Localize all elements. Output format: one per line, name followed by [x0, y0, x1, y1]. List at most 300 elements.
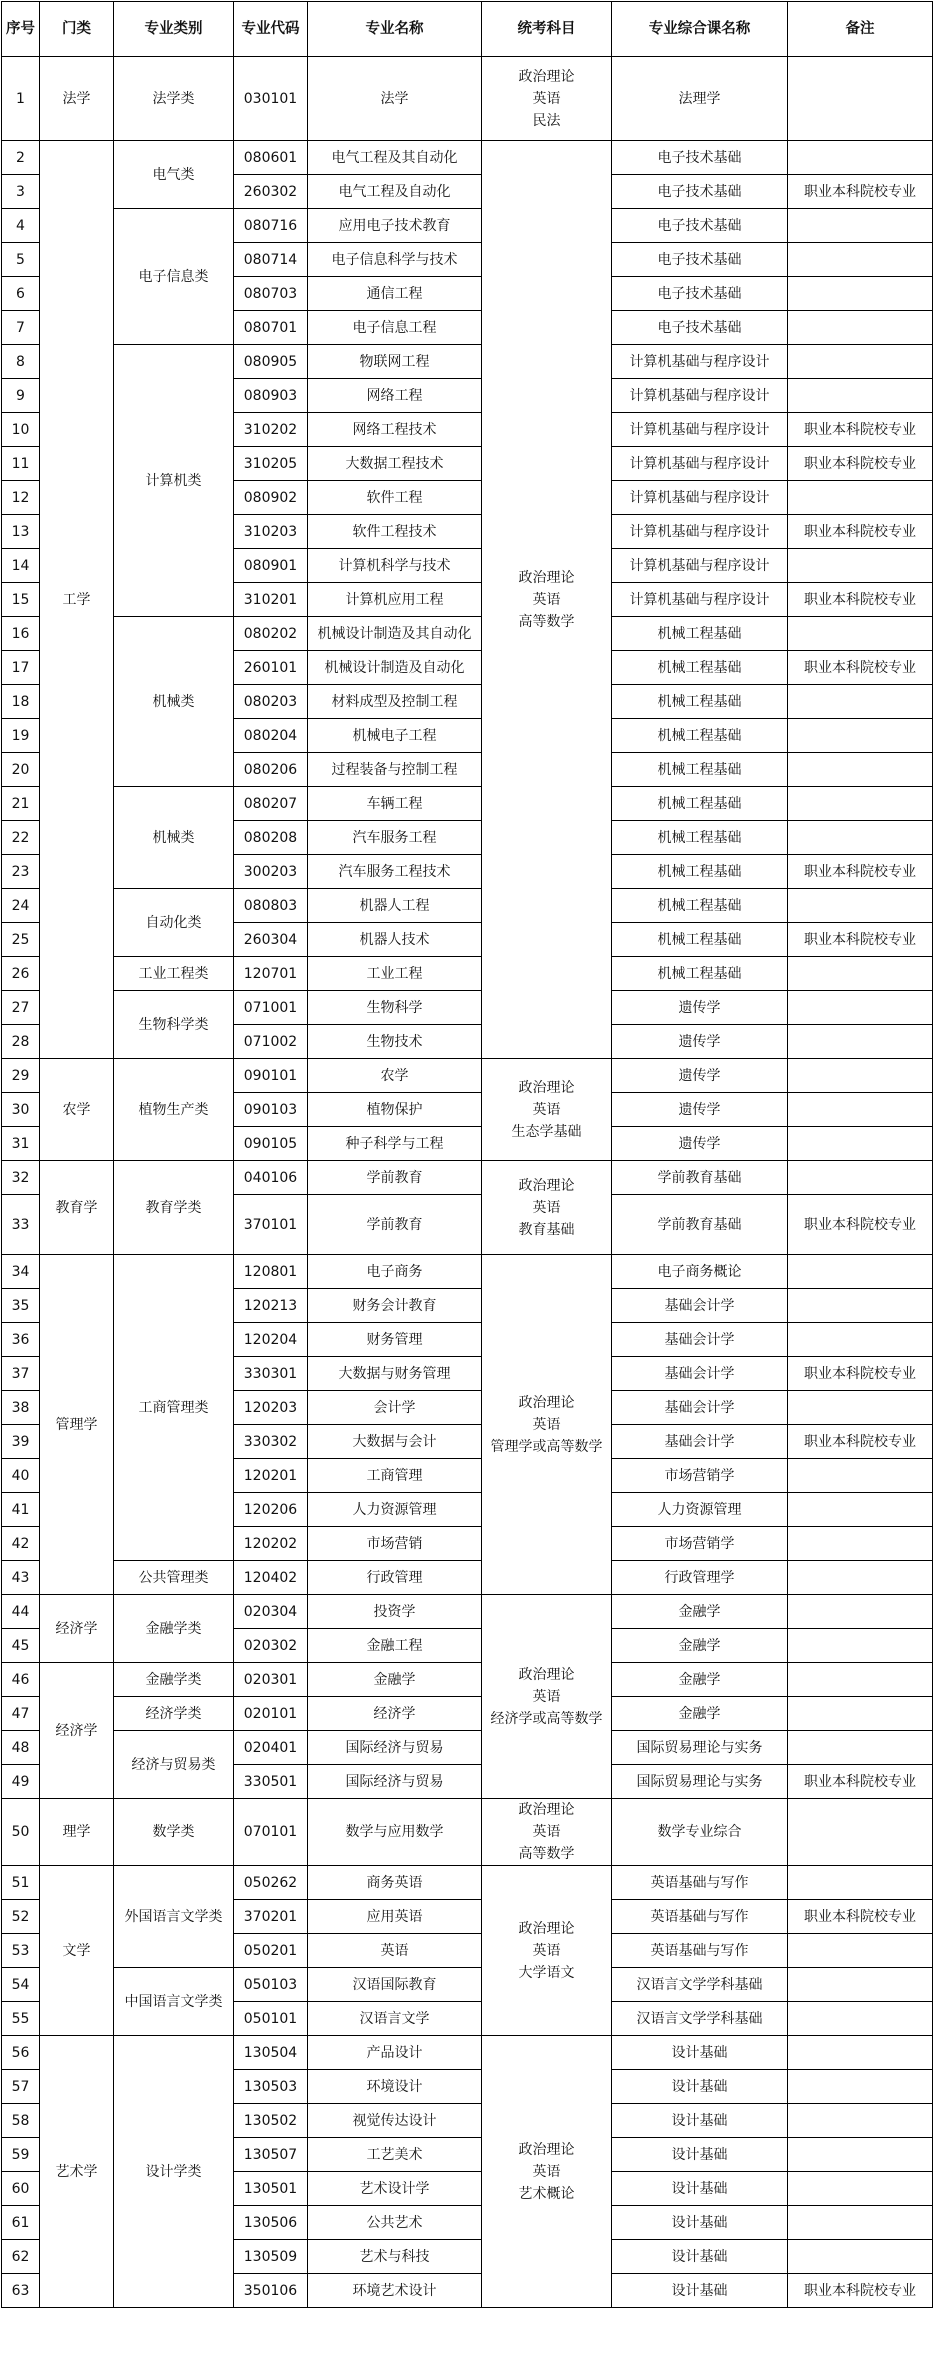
- course-name: 设计基础: [612, 2274, 788, 2308]
- category-cell: 经济与贸易类: [114, 1731, 234, 1799]
- row-number: 31: [2, 1127, 40, 1161]
- course-name: 计算机基础与程序设计: [612, 345, 788, 379]
- category-cell: 法学类: [114, 57, 234, 141]
- discipline-cell: 艺术学: [40, 2036, 114, 2308]
- row-number: 26: [2, 957, 40, 991]
- major-name: 计算机科学与技术: [308, 549, 482, 583]
- exam-subject: 政治理论: [518, 1394, 575, 1411]
- major-name: 过程装备与控制工程: [308, 753, 482, 787]
- major-name: 电气工程及其自动化: [308, 141, 482, 175]
- major-name: 电气工程及自动化: [308, 175, 482, 209]
- note-cell: [788, 1595, 933, 1629]
- exam-subject: 政治理论: [518, 2141, 575, 2158]
- major-name: 计算机应用工程: [308, 583, 482, 617]
- major-code: 370101: [234, 1195, 308, 1255]
- row-number: 38: [2, 1391, 40, 1425]
- exam-subject: 政治理论: [518, 1920, 575, 1937]
- row-number: 62: [2, 2240, 40, 2274]
- note-cell: [788, 2172, 933, 2206]
- major-code: 080901: [234, 549, 308, 583]
- col-header-no: 序号: [2, 2, 40, 57]
- course-name: 遗传学: [612, 1025, 788, 1059]
- table-row: [2, 787, 933, 821]
- course-name: 电子技术基础: [612, 209, 788, 243]
- row-number: 30: [2, 1093, 40, 1127]
- exam-subject: 大学语文: [518, 1964, 575, 1981]
- course-name: 遗传学: [612, 1059, 788, 1093]
- course-name: 设计基础: [612, 2138, 788, 2172]
- table-row: [2, 617, 933, 651]
- note-cell: [788, 719, 933, 753]
- row-number: 1: [2, 57, 40, 141]
- major-name: 生物技术: [308, 1025, 482, 1059]
- note-cell: [788, 1255, 933, 1289]
- note-cell: 职业本科院校专业: [788, 651, 933, 685]
- major-code: 020401: [234, 1731, 308, 1765]
- exam-subject: 英语: [532, 1101, 561, 1118]
- note-cell: [788, 549, 933, 583]
- major-name: 机械电子工程: [308, 719, 482, 753]
- row-number: 25: [2, 923, 40, 957]
- major-code: 330301: [234, 1357, 308, 1391]
- row-number: 50: [2, 1799, 40, 1866]
- major-name: 数学与应用数学: [308, 1799, 482, 1866]
- note-cell: [788, 617, 933, 651]
- row-number: 29: [2, 1059, 40, 1093]
- note-cell: [788, 57, 933, 141]
- row-number: 2: [2, 141, 40, 175]
- major-name: 学前教育: [308, 1195, 482, 1255]
- exam-subject: 英语: [532, 1688, 561, 1705]
- exam-subject: 英语: [532, 591, 561, 608]
- major-code: 120402: [234, 1561, 308, 1595]
- major-code: 020302: [234, 1629, 308, 1663]
- note-cell: [788, 2002, 933, 2036]
- exam-subjects-cell: [482, 1799, 612, 1866]
- note-cell: [788, 1799, 933, 1866]
- major-name: 金融学: [308, 1663, 482, 1697]
- note-cell: 职业本科院校专业: [788, 1425, 933, 1459]
- major-code: 090103: [234, 1093, 308, 1127]
- major-code: 080206: [234, 753, 308, 787]
- major-name: 通信工程: [308, 277, 482, 311]
- table-row: [2, 1697, 933, 1731]
- major-name: 机器人工程: [308, 889, 482, 923]
- note-cell: [788, 787, 933, 821]
- course-name: 机械工程基础: [612, 787, 788, 821]
- major-name: 艺术设计学: [308, 2172, 482, 2206]
- major-name: 国际经济与贸易: [308, 1765, 482, 1799]
- note-cell: 职业本科院校专业: [788, 583, 933, 617]
- discipline-cell: 文学: [40, 1866, 114, 2036]
- note-cell: [788, 277, 933, 311]
- table-row: [2, 1595, 933, 1629]
- exam-subjects-cell: [482, 1866, 612, 2036]
- exam-subject: 英语: [532, 1199, 561, 1216]
- major-code: 260302: [234, 175, 308, 209]
- note-cell: 职业本科院校专业: [788, 1357, 933, 1391]
- course-name: 电子技术基础: [612, 175, 788, 209]
- course-name: 计算机基础与程序设计: [612, 549, 788, 583]
- col-header-course: 专业综合课名称: [612, 2, 788, 57]
- row-number: 43: [2, 1561, 40, 1595]
- note-cell: [788, 1323, 933, 1357]
- major-code: 130502: [234, 2104, 308, 2138]
- major-code: 071002: [234, 1025, 308, 1059]
- category-cell: 教育学类: [114, 1161, 234, 1255]
- header-row: [2, 2, 933, 57]
- course-name: 基础会计学: [612, 1323, 788, 1357]
- course-name: 基础会计学: [612, 1391, 788, 1425]
- row-number: 54: [2, 1968, 40, 2002]
- note-cell: [788, 1289, 933, 1323]
- table-row: [2, 209, 933, 243]
- major-name: 软件工程技术: [308, 515, 482, 549]
- course-name: 国际贸易理论与实务: [612, 1765, 788, 1799]
- exam-subject: 英语: [532, 1824, 561, 1840]
- major-code: 130507: [234, 2138, 308, 2172]
- course-name: 汉语言文学学科基础: [612, 1968, 788, 2002]
- course-name: 设计基础: [612, 2206, 788, 2240]
- major-name: 法学: [308, 57, 482, 141]
- course-name: 金融学: [612, 1697, 788, 1731]
- major-code: 120202: [234, 1527, 308, 1561]
- major-code: 080902: [234, 481, 308, 515]
- row-number: 23: [2, 855, 40, 889]
- course-name: 金融学: [612, 1663, 788, 1697]
- row-number: 55: [2, 2002, 40, 2036]
- course-name: 基础会计学: [612, 1289, 788, 1323]
- course-name: 机械工程基础: [612, 651, 788, 685]
- major-name: 视觉传达设计: [308, 2104, 482, 2138]
- category-cell: 金融学类: [114, 1595, 234, 1663]
- category-cell: 经济学类: [114, 1697, 234, 1731]
- note-cell: [788, 2104, 933, 2138]
- major-name: 大数据工程技术: [308, 447, 482, 481]
- course-name: 市场营销学: [612, 1527, 788, 1561]
- note-cell: 职业本科院校专业: [788, 447, 933, 481]
- row-number: 3: [2, 175, 40, 209]
- note-cell: [788, 1629, 933, 1663]
- category-cell: 计算机类: [114, 345, 234, 617]
- major-code: 080703: [234, 277, 308, 311]
- row-number: 17: [2, 651, 40, 685]
- major-name: 工商管理: [308, 1459, 482, 1493]
- major-code: 130509: [234, 2240, 308, 2274]
- course-name: 行政管理学: [612, 1561, 788, 1595]
- row-number: 37: [2, 1357, 40, 1391]
- category-cell: 自动化类: [114, 889, 234, 957]
- major-code: 020304: [234, 1595, 308, 1629]
- major-name: 学前教育: [308, 1161, 482, 1195]
- major-name: 材料成型及控制工程: [308, 685, 482, 719]
- row-number: 60: [2, 2172, 40, 2206]
- note-cell: [788, 481, 933, 515]
- note-cell: [788, 957, 933, 991]
- row-number: 40: [2, 1459, 40, 1493]
- course-name: 机械工程基础: [612, 957, 788, 991]
- exam-subjects-cell: [482, 141, 612, 1059]
- row-number: 11: [2, 447, 40, 481]
- course-name: 汉语言文学学科基础: [612, 2002, 788, 2036]
- table-row: [2, 1731, 933, 1765]
- exam-subject: 艺术概论: [518, 2185, 575, 2202]
- note-cell: [788, 243, 933, 277]
- exam-subject: 英语: [532, 90, 561, 107]
- row-number: 32: [2, 1161, 40, 1195]
- category-cell: 金融学类: [114, 1663, 234, 1697]
- col-header-discipline: 门类: [40, 2, 114, 57]
- course-name: 遗传学: [612, 1127, 788, 1161]
- major-name: 网络工程: [308, 379, 482, 413]
- major-name: 植物保护: [308, 1093, 482, 1127]
- row-number: 56: [2, 2036, 40, 2070]
- note-cell: [788, 1968, 933, 2002]
- course-name: 电子技术基础: [612, 311, 788, 345]
- major-name: 金融工程: [308, 1629, 482, 1663]
- major-code: 260304: [234, 923, 308, 957]
- course-name: 机械工程基础: [612, 855, 788, 889]
- major-name: 市场营销: [308, 1527, 482, 1561]
- major-code: 120204: [234, 1323, 308, 1357]
- major-name: 电子信息科学与技术: [308, 243, 482, 277]
- note-cell: [788, 1697, 933, 1731]
- major-code: 330501: [234, 1765, 308, 1799]
- discipline-cell: 理学: [40, 1799, 114, 1866]
- major-code: 080601: [234, 141, 308, 175]
- note-cell: 职业本科院校专业: [788, 923, 933, 957]
- row-number: 16: [2, 617, 40, 651]
- note-cell: [788, 991, 933, 1025]
- exam-subject: 英语: [532, 1942, 561, 1959]
- major-code: 020101: [234, 1697, 308, 1731]
- course-name: 机械工程基础: [612, 617, 788, 651]
- row-number: 36: [2, 1323, 40, 1357]
- exam-subject: 政治理论: [518, 1802, 575, 1818]
- col-header-code: 专业代码: [234, 2, 308, 57]
- major-code: 300203: [234, 855, 308, 889]
- course-name: 英语基础与写作: [612, 1934, 788, 1968]
- major-code: 080701: [234, 311, 308, 345]
- majors-table: [1, 1, 933, 2308]
- row-number: 49: [2, 1765, 40, 1799]
- course-name: 机械工程基础: [612, 821, 788, 855]
- course-name: 机械工程基础: [612, 889, 788, 923]
- note-cell: [788, 1459, 933, 1493]
- major-code: 080208: [234, 821, 308, 855]
- row-number: 42: [2, 1527, 40, 1561]
- course-name: 计算机基础与程序设计: [612, 515, 788, 549]
- major-name: 环境设计: [308, 2070, 482, 2104]
- row-number: 53: [2, 1934, 40, 1968]
- table-row: [2, 1663, 933, 1697]
- note-cell: [788, 1493, 933, 1527]
- row-number: 39: [2, 1425, 40, 1459]
- note-cell: 职业本科院校专业: [788, 855, 933, 889]
- major-code: 260101: [234, 651, 308, 685]
- major-code: 050262: [234, 1866, 308, 1900]
- course-name: 电子技术基础: [612, 243, 788, 277]
- discipline-cell: 教育学: [40, 1161, 114, 1255]
- major-code: 130504: [234, 2036, 308, 2070]
- category-cell: 工业工程类: [114, 957, 234, 991]
- note-cell: [788, 1161, 933, 1195]
- table-row: [2, 1968, 933, 2002]
- major-name: 经济学: [308, 1697, 482, 1731]
- major-name: 应用电子技术教育: [308, 209, 482, 243]
- major-name: 艺术与科技: [308, 2240, 482, 2274]
- major-code: 090105: [234, 1127, 308, 1161]
- note-cell: 职业本科院校专业: [788, 1765, 933, 1799]
- major-name: 汉语国际教育: [308, 1968, 482, 2002]
- category-cell: 生物科学类: [114, 991, 234, 1059]
- row-number: 5: [2, 243, 40, 277]
- major-code: 330302: [234, 1425, 308, 1459]
- row-number: 47: [2, 1697, 40, 1731]
- major-code: 080203: [234, 685, 308, 719]
- exam-subject: 高等数学: [518, 613, 575, 630]
- major-code: 080204: [234, 719, 308, 753]
- table-row: [2, 1161, 933, 1195]
- exam-subject: 政治理论: [518, 1079, 575, 1096]
- row-number: 52: [2, 1900, 40, 1934]
- category-cell: 设计学类: [114, 2036, 234, 2308]
- note-cell: 职业本科院校专业: [788, 413, 933, 447]
- major-code: 130501: [234, 2172, 308, 2206]
- row-number: 19: [2, 719, 40, 753]
- exam-subject: 高等数学: [518, 1846, 575, 1862]
- major-code: 080803: [234, 889, 308, 923]
- major-name: 商务英语: [308, 1866, 482, 1900]
- course-name: 市场营销学: [612, 1459, 788, 1493]
- major-code: 080202: [234, 617, 308, 651]
- row-number: 24: [2, 889, 40, 923]
- note-cell: [788, 2138, 933, 2172]
- major-code: 310205: [234, 447, 308, 481]
- major-code: 120203: [234, 1391, 308, 1425]
- major-code: 020301: [234, 1663, 308, 1697]
- major-name: 投资学: [308, 1595, 482, 1629]
- course-name: 电子商务概论: [612, 1255, 788, 1289]
- major-name: 财务管理: [308, 1323, 482, 1357]
- course-name: 学前教育基础: [612, 1195, 788, 1255]
- note-cell: [788, 1866, 933, 1900]
- category-cell: 公共管理类: [114, 1561, 234, 1595]
- exam-subjects-cell: [482, 1059, 612, 1161]
- major-name: 产品设计: [308, 2036, 482, 2070]
- major-name: 机械设计制造及自动化: [308, 651, 482, 685]
- row-number: 34: [2, 1255, 40, 1289]
- course-name: 遗传学: [612, 1093, 788, 1127]
- course-name: 机械工程基础: [612, 923, 788, 957]
- major-code: 310202: [234, 413, 308, 447]
- col-header-name: 专业名称: [308, 2, 482, 57]
- category-cell: 中国语言文学类: [114, 1968, 234, 2036]
- course-name: 基础会计学: [612, 1425, 788, 1459]
- category-cell: 机械类: [114, 787, 234, 889]
- course-name: 设计基础: [612, 2036, 788, 2070]
- major-code: 050103: [234, 1968, 308, 2002]
- major-name: 软件工程: [308, 481, 482, 515]
- major-code: 120213: [234, 1289, 308, 1323]
- exam-subject: 政治理论: [518, 1666, 575, 1683]
- table-row: [2, 1561, 933, 1595]
- major-name: 英语: [308, 1934, 482, 1968]
- col-header-category: 专业类别: [114, 2, 234, 57]
- course-name: 国际贸易理论与实务: [612, 1731, 788, 1765]
- note-cell: [788, 753, 933, 787]
- major-name: 财务会计教育: [308, 1289, 482, 1323]
- discipline-cell: 农学: [40, 1059, 114, 1161]
- note-cell: [788, 1391, 933, 1425]
- note-cell: [788, 685, 933, 719]
- row-number: 22: [2, 821, 40, 855]
- discipline-cell: 经济学: [40, 1663, 114, 1799]
- major-code: 090101: [234, 1059, 308, 1093]
- exam-subjects-cell: [482, 1161, 612, 1255]
- major-code: 130503: [234, 2070, 308, 2104]
- major-name: 车辆工程: [308, 787, 482, 821]
- course-name: 法理学: [612, 57, 788, 141]
- major-code: 310201: [234, 583, 308, 617]
- discipline-cell: 管理学: [40, 1255, 114, 1595]
- row-number: 10: [2, 413, 40, 447]
- row-number: 6: [2, 277, 40, 311]
- discipline-cell: 法学: [40, 57, 114, 141]
- exam-subject: 民法: [532, 112, 561, 129]
- exam-subject: 政治理论: [518, 569, 575, 586]
- course-name: 金融学: [612, 1629, 788, 1663]
- major-name: 应用英语: [308, 1900, 482, 1934]
- major-name: 行政管理: [308, 1561, 482, 1595]
- row-number: 46: [2, 1663, 40, 1697]
- major-name: 机器人技术: [308, 923, 482, 957]
- major-code: 120201: [234, 1459, 308, 1493]
- row-number: 27: [2, 991, 40, 1025]
- note-cell: 职业本科院校专业: [788, 1900, 933, 1934]
- major-name: 机械设计制造及其自动化: [308, 617, 482, 651]
- table-row: [2, 889, 933, 923]
- course-name: 英语基础与写作: [612, 1900, 788, 1934]
- row-number: 45: [2, 1629, 40, 1663]
- major-name: 大数据与财务管理: [308, 1357, 482, 1391]
- exam-subjects-cell: [482, 1255, 612, 1595]
- row-number: 15: [2, 583, 40, 617]
- exam-subject: 管理学或高等数学: [490, 1438, 603, 1455]
- major-code: 080903: [234, 379, 308, 413]
- note-cell: [788, 1731, 933, 1765]
- major-name: 汽车服务工程技术: [308, 855, 482, 889]
- note-cell: 职业本科院校专业: [788, 1195, 933, 1255]
- course-name: 电子技术基础: [612, 141, 788, 175]
- exam-subject: 政治理论: [518, 68, 575, 85]
- row-number: 48: [2, 1731, 40, 1765]
- exam-subject: 英语: [532, 1416, 561, 1433]
- row-number: 61: [2, 2206, 40, 2240]
- row-number: 41: [2, 1493, 40, 1527]
- course-name: 电子技术基础: [612, 277, 788, 311]
- row-number: 8: [2, 345, 40, 379]
- table-row: [2, 1799, 933, 1866]
- major-code: 050201: [234, 1934, 308, 1968]
- course-name: 设计基础: [612, 2104, 788, 2138]
- row-number: 13: [2, 515, 40, 549]
- course-name: 人力资源管理: [612, 1493, 788, 1527]
- major-name: 工艺美术: [308, 2138, 482, 2172]
- course-name: 计算机基础与程序设计: [612, 583, 788, 617]
- major-name: 汉语言文学: [308, 2002, 482, 2036]
- row-number: 7: [2, 311, 40, 345]
